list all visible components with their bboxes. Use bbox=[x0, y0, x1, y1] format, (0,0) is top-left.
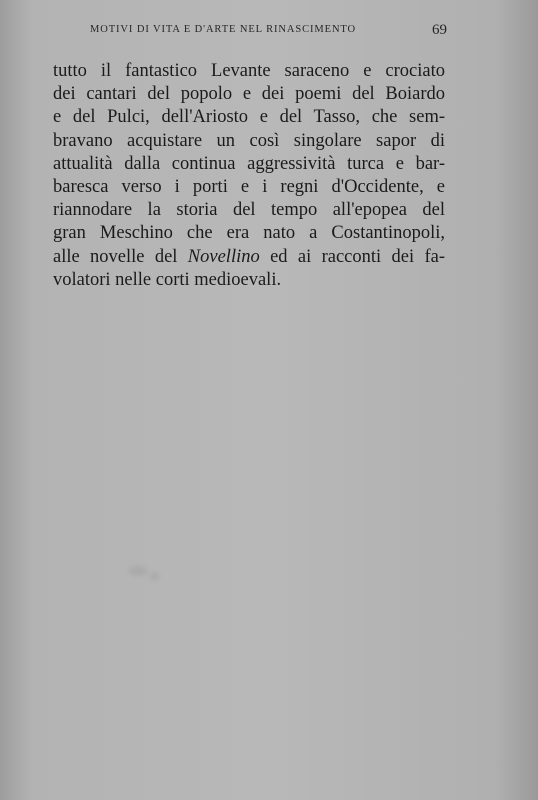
text-line: gran Meschino che era nato a Costantinopoli, bbox=[53, 223, 445, 244]
text-line: riannodare la storia del tempo all'epopea del bbox=[53, 200, 445, 221]
book-title-italic: Novellino bbox=[187, 246, 260, 267]
text-fragment: ed ai racconti dei fa- bbox=[259, 246, 445, 267]
body-paragraph bbox=[53, 60, 445, 292]
text-line: tutto il fantastico Levante saraceno e crociato bbox=[53, 61, 445, 81]
running-title: MOTIVI DI VITA E D'ARTE NEL RINASCIMENTO bbox=[90, 24, 357, 35]
text-line: e del Pulci, dell'Ariosto e del Tasso, che sem- bbox=[53, 107, 445, 128]
paper-stain bbox=[129, 566, 147, 576]
text-line: bravano acquistare un così singolare sapor di bbox=[53, 130, 445, 151]
text-line: attualità dalla continua aggressività turca e bar- bbox=[53, 153, 445, 174]
text-line-last: volatori nelle corti medioevali. bbox=[53, 269, 282, 290]
text-fragment: alle novelle del bbox=[53, 246, 188, 267]
text-line-with-title bbox=[53, 246, 445, 269]
text-line: dei cantari del popolo e dei poemi del Boiardo bbox=[53, 84, 445, 105]
paper-stain bbox=[150, 573, 159, 580]
page-number: 69 bbox=[432, 22, 447, 38]
text-line: baresca verso i porti e i regni d'Occidente, e bbox=[53, 177, 445, 198]
running-head bbox=[90, 22, 447, 40]
